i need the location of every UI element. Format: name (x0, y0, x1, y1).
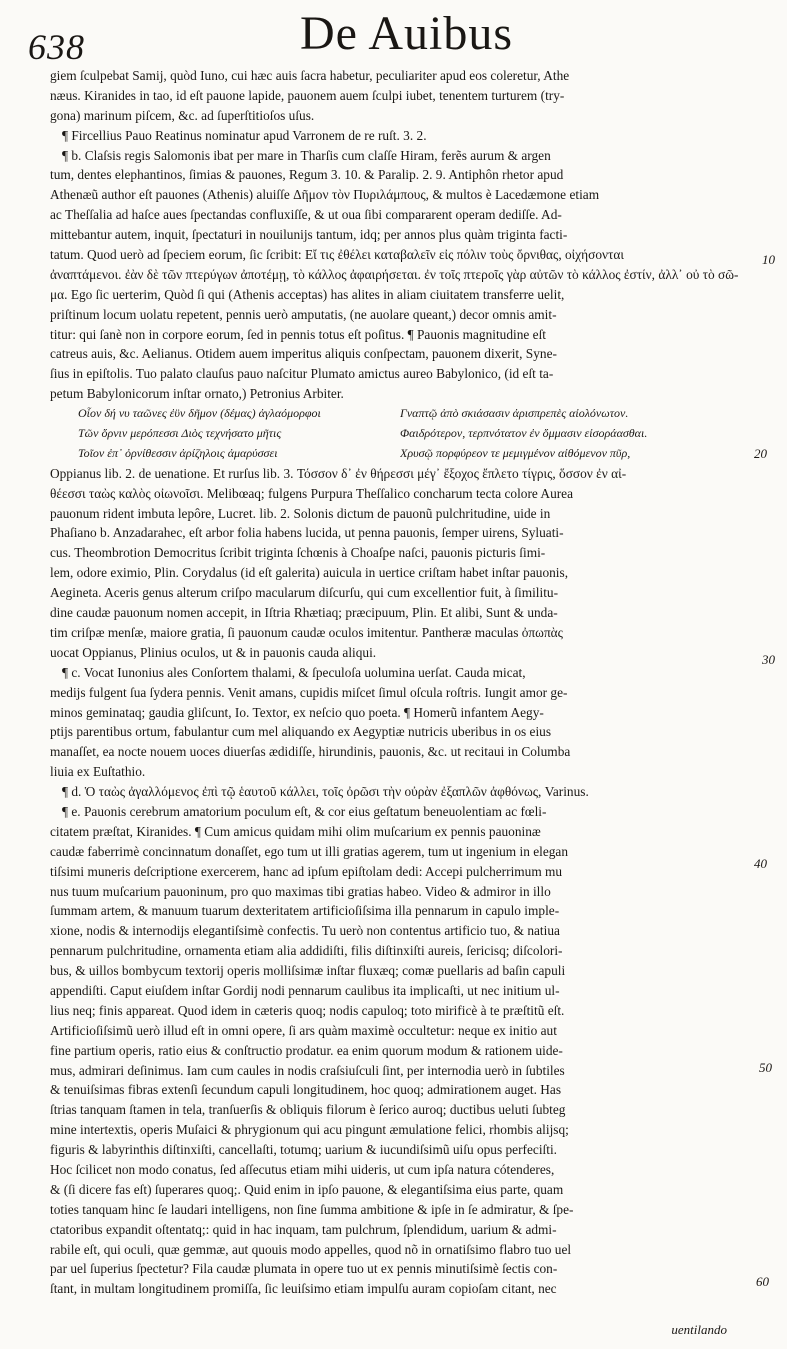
text-line: priſtinum locum uolatu repetent, pennis uerò amputatis, (ne auolare queant,) decor omnis amit- (50, 306, 557, 322)
greek-verse: Γναπτῷ ἀπὸ σκιάσασιν ἀρισπρεπὲς αἰολόνωτον. (400, 406, 629, 421)
text-line: tim criſpæ menſæ, maiore gratia, ſi pauonum caudæ oculos imitentur. Pantheræ maculas ὀπωπὰς (50, 624, 563, 640)
verse-row (50, 404, 750, 424)
greek-verse: Φαιδρότερον, τερπνότατον ἐν ὄμμασιν εἰσοράασθαι. (400, 426, 648, 441)
greek-verse: Τῶν ὄρνιν μερόπεσσι Διὸς τεχνήσατο μῆτις (78, 426, 282, 441)
text-line: Phaſiano b. Anzadarahec, eſt arbor folia habens lucida, ut penna pauonis, ſemper uirens, Syluati- (50, 525, 564, 541)
text-line: petum Babylonicorum inſtar ornato,) Petronius Arbiter. (50, 386, 344, 402)
verse-row (50, 424, 750, 444)
text-line: ¶ d. Ὁ ταὼς ἀγαλλόμενος ἐπὶ τῷ ἑαυτοῦ κάλλει, τοῖς ὀρῶσι τὴν οὐρὰν ἐξαπλῶν ἀφθόνως, Varinus. (62, 784, 589, 800)
text-line: ἀναπτάμενοι. ἐὰν δὲ τῶν πτερύγων ἀποτέμῃ, τὸ κάλλος ἀφαιρήσεται. ἐν τοῖς πτεροῖς γὰρ αὐτῶν τὸ κάλλος ἐστίν, ἀλλ᾽ οὐ τὸ σῶ- (50, 266, 739, 282)
text-line: ſtrias tanquam ſtamen in tela, tranſuerſis & obliquis filorum è ſerico auroq; ductibus ueluti ſubteg (50, 1102, 566, 1118)
greek-verse: Οἷον δή νυ ταῶνες ἐϋν δῆμον (δέμας) ἀγλαόμορφοι (78, 406, 321, 421)
text-line: fine partium operis, ratio eius & conſtructio prodatur. ea enim quorum modum & rationem uide- (50, 1042, 563, 1058)
text-line: ¶ b. Claſsis regis Salomonis ibat per mare in Tharſis cum claſſe Hiram, ferẽs aurum & argen (62, 147, 551, 163)
text-line: liuia ex Euſtathio. (50, 764, 146, 780)
verse-row (50, 444, 750, 464)
text-line: næus. Kiranides in tao, id eſt pauone lapide, pauonem auem ſculpi iubet, tenentem turturem (try- (50, 87, 565, 103)
text-line: nus tuum muſcarium pauoninum, pro quo maximas tibi gratias habeo. Video & admiror in illo (50, 883, 551, 899)
text-line: cus. Theombrotion Democritus ſcribit triginta ſchœnis à Choaſpe naſci, pauonis picturis ſimi- (50, 545, 546, 561)
text-line: Aegineta. Aceris genus alterum criſpo macularum diſcurſu, qui cum excellentior fuit, à ſimilitu- (50, 585, 559, 601)
text-line: mus, admirari deſinimus. Iam cum caules in nodis craſsiuſculi ſint, per internodia uerò in ſubtiles (50, 1062, 565, 1078)
running-head: De Auibus (300, 7, 513, 60)
greek-verse: Τοῖον ἐπ᾽ ὀρνίθεσσιν ἀρίζηλοις ἀμαρύσσει (78, 445, 278, 460)
text-block (50, 66, 750, 1299)
text-line: Artificioſiſsimũ uerò illud eſt in omni opere, ſi ars quàm maximè occultetur: neque ex initio aut (50, 1022, 557, 1038)
margin-line-number: 50 (759, 1060, 772, 1075)
margin-line-number: 60 (756, 1274, 769, 1289)
text-line: ¶ e. Pauonis cerebrum amatorium poculum eſt, & cor eius geſtatum beneuolentiam ac fœli- (62, 803, 547, 819)
text-line: giem ſculpebat Samij, quòd Iuno, cui hæc auis ſacra habetur, peculiariter apud eos coleretur, Athe (50, 68, 570, 83)
text-line: μα. Ego ſic uerterim, Quòd ſi qui (Athenis acceptas) has alites in aliam ciuitatem transferre uelit, (50, 286, 565, 302)
text-line: appendiſti. Caput eiuſdem inſtar Gordij nodi pennarum caulibus ita implicaſti, ut nec initium ul- (50, 982, 560, 998)
text-line: ſummam artem, & manuum tuarum dexteritatem artificioſiſsima illa pennarum in capulo imple- (50, 903, 560, 919)
text-line: citatem præſtat, Kiranides. ¶ Cum amicus quidam mihi olim muſcarium ex pennis pauoninæ (50, 823, 541, 839)
text-line: manaſſet, ea nocte nouem uoces diuerſas ædidiſſe, hirundinis, pauonis, &c. ut recitaui in Columba (50, 744, 571, 760)
text-line: θέεσσι ταὼς καλὸς οἰωνοῖσι. Melibœaq; fulgens Purpura Theſſalico concharum tecta colore Aurea (50, 485, 574, 501)
margin-line-number: 20 (754, 446, 767, 461)
greek-verse-block (50, 404, 750, 464)
text-line: figuris & labyrinthis diſtinxiſti, cancellaſti, totumq; uarium & iucundiſsimũ uiſu opus perfeciſti. (50, 1142, 557, 1158)
margin-line-number: 30 (762, 652, 775, 667)
text-line: rabile eſt, qui oculi, quæ gemmæ, aut quouis modo appelles, quod nõ in ornatiſsimo flabro tuo uel (50, 1241, 572, 1257)
text-line: bus, & uillos bombycum textorij operis molliſsimæ inſtar fluxæq; comæ puellaris ad baſin capuli (50, 963, 566, 979)
greek-verse: Χρυσῷ πορφύρεον τε μεμιγμένον αἰθόμενον πῦρ, (400, 445, 631, 460)
page-number: 638 (28, 27, 85, 67)
text-line: xione, nodis & internodijs elegantiſsimè confectis. Tu uerò non contentus artificio tuo, & natiua (50, 923, 560, 939)
text-line: mine intertextis, operis Muſaici & phrygionum qui acu pingunt æmulatione felici, rhombis alijsq; (50, 1122, 569, 1138)
text-line: & (ſi dicere fas eſt) ſuperares quoq;. Quid enim in ipſo pauone, & elegantiſsima eius parte, quam (50, 1181, 564, 1197)
text-line: mittebantur autem, inquit, ſpectaturi in nouilunijs tantum, idq; per annos plus quàm triginta facti- (50, 227, 568, 243)
text-line: par uel ſuperius ſpectetur? Fila caudæ plumata in opere tuo ut ex pennis minutiſsimè ſectis con- (50, 1261, 558, 1277)
text-line: minos geminataq; gaudia gliſcunt, Io. Textor, ex neſcio quo poeta. ¶ Homerũ infantem Aegy- (50, 704, 544, 720)
text-line: ctatoribus expandit oſtentatq;: quid in hac inquam, tam pulchrum, ſplendidum, uarium & admi- (50, 1221, 557, 1237)
text-line: catreus auis, &c. Aelianus. Otidem auem imperitus aliquis conſpectam, pauonem dixerit, Syne- (50, 346, 557, 362)
text-line: ¶ Fircellius Pauo Reatinus nominatur apud Varronem de re ruſt. 3. 2. (62, 127, 427, 143)
margin-line-number: 10 (762, 252, 775, 267)
text-line: uocat Oppianus, Plinius oculos, ut & in pauonis cauda aliqui. (50, 644, 377, 660)
text-line: lem, odore eximio, Plin. Corydalus (id eſt galerita) auicula in uertice criſtam habet inſtar pauonis, (50, 565, 569, 581)
text-line: pauonum rident imbuta lepôre, Lucret. lib. 2. Solonis dictum de pauonũ pulchritudine, uide in (50, 505, 551, 521)
text-line: ſius in epiſtolis. Tuo palato clauſus pauo naſcitur Plumato amictus aureo Babylonico, (id eſt ta- (50, 366, 554, 382)
text-line: caudæ faberrimè concinnatum donaſſet, ego tum ut illi gratias agerem, tum ut ingenium in elegan (50, 843, 569, 859)
body-text-block-2 (50, 464, 750, 1299)
text-line: & tenuiſsimas fibras extenſi ſecundum capuli longitudinem, hoc quoq; admirationem auget. Has (50, 1082, 562, 1098)
text-line: ptijs parentibus ortum, fabulantur cum mel aliquando ex Aegyptiæ nutricis uberibus in os eius (50, 724, 552, 740)
catchword: uentilando (671, 1322, 727, 1337)
text-line: lius neq; finis appareat. Quod idem in cæteris quoq; nodis capuloq; toto mirificè à te præſtitũ eſt. (50, 1002, 565, 1018)
text-line: dine caudæ pauonum nomen accepit, in Iſtria Rhætiaq; præcipuum, Plin. Et alibi, Sunt & unda- (50, 605, 558, 621)
text-line: medijs fulgent ſua ſydera pennis. Venit amans, cupidis miſcet ſimul oſcula roſtris. Iungit amor ge- (50, 684, 568, 700)
text-line: Hoc ſcilicet non modo conatus, ſed aſſecutus etiam mihi uideris, ut cum ipſa natura cótenderes, (50, 1161, 555, 1177)
text-line: tiſsimi muneris deſcriptione exercerem, hanc ad ipſum epiſtolam dedi: Accepi pulcherrimum mu (50, 863, 563, 879)
text-line: toties tanquam hinc ſe laudari intelligens, non ſine ſumma ambitione & ipſe in ſe admiratur, & ſpe- (50, 1201, 574, 1217)
text-line: Athenæũ author eſt pauones (Athenis) aluiſſe Δῆμον τὸν Πυριλάμπους, & multos è Lacedæmone etiam (50, 187, 600, 203)
text-line: pennarum pulchritudine, ornamenta etiam alia addidiſti, filis diſtinxiſti aureis, ſericisq; diſcolori- (50, 943, 563, 959)
text-line: tum, dentes elephantinos, ſimias & pauones, Regum 3. 10. & Paralip. 2. 9. Antiphôn rhetor apud (50, 167, 564, 183)
text-line: ſtant, in multam longitudinem promiſſa, ſic leuiſsimo etiam impulſu auram copioſam citant, nec (50, 1281, 557, 1297)
text-line: gona) marinum piſcem, &c. ad ſuperſtitioſos uſus. (50, 107, 315, 123)
body-text-block-1 (50, 66, 750, 404)
text-line: ¶ c. Vocat Iunonius ales Conſortem thalami, & ſpeculoſa uolumina uerſat. Cauda micat, (62, 664, 526, 680)
margin-line-number: 40 (754, 856, 767, 871)
text-line: Oppianus lib. 2. de uenatione. Et rurſus lib. 3. Τόσσον δ᾽ ἐν θήρεσσι μέγ᾽ ἔξοχος ἔπλετο τίγρις, ὅσσον ἐν αἰ- (50, 465, 627, 481)
text-line: titur: qui ſanè non in corpore eorum, ſed in pennis totus eſt poſitus. ¶ Pauonis magnitudine eſt (50, 326, 546, 342)
text-line: tatum. Quod uerò ad ſpeciem eorum, ſic ſcribit: Εἴ τις ἐθέλει καταβαλεῖν εἰς πόλιν τοὺς ὄρνιθας, οἰχήσονται (50, 247, 624, 263)
text-line: ac Theſſalia ad haſce aues ſpectandas confluxiſſe, & ut oua ſibi compararent operam dediſſe. Ad- (50, 207, 562, 223)
